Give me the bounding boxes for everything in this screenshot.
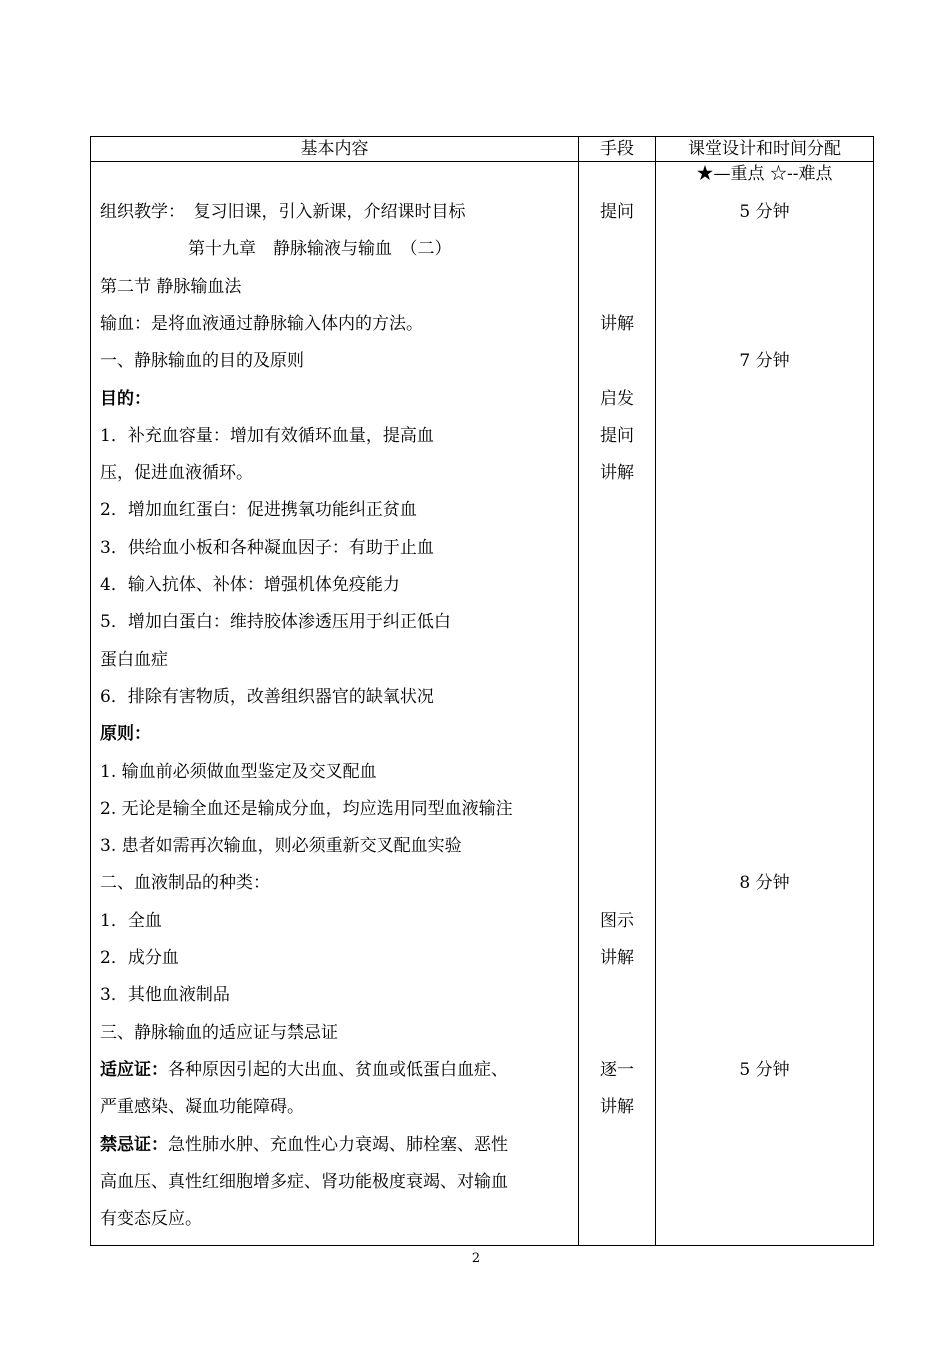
method-label: 讲解 (600, 1097, 634, 1118)
content-line: 3. 患者如需再次输血，则必须重新交叉配血实验 (100, 836, 462, 857)
page-number: 2 (471, 1251, 481, 1266)
content-line: 3．供给血小板和各种凝血因子：有助于止血 (100, 537, 434, 558)
content-cell (91, 162, 579, 1246)
content-line: 组织教学： 复习旧课，引入新课，介绍课时目标 (100, 202, 466, 222)
content-line: 3．其他血液制品 (100, 985, 230, 1006)
content-line: 蛋白血症 (100, 649, 168, 670)
method-label: 讲解 (600, 313, 634, 334)
content-line: 4．输入抗体、补体：增强机体免疫能力 (100, 575, 400, 595)
content-label: 禁忌证： (100, 1134, 168, 1155)
method-label: 讲解 (600, 948, 634, 968)
content-line: 输血：是将血液通过静脉输入体内的方法。 (100, 313, 423, 334)
content-line: 1．全血 (100, 910, 162, 931)
content-line: 5．增加白蛋白：维持胶体渗透压用于纠正低白 (100, 612, 451, 633)
content-line: 一、静脉输血的目的及原则 (100, 351, 304, 372)
content-line: 2. 无论是输全血还是输成分血，均应选用同型血液输注 (100, 798, 513, 819)
time-allocation: 5 分钟 (739, 202, 790, 222)
table-header-row (91, 137, 874, 162)
time-allocation: 7 分钟 (739, 351, 790, 372)
content-line: 2．成分血 (100, 948, 179, 968)
content-line: 二、血液制品的种类： (100, 873, 270, 894)
content-line: 有变态反应。 (100, 1209, 202, 1230)
content-line: 1. 输血前必须做血型鉴定及交叉配血 (100, 761, 377, 782)
content-line: 适应证：各种原因引起的大出血、贫血或低蛋白血症、 (100, 1059, 508, 1080)
content-line: 禁忌证：急性肺水肿、充血性心力衰竭、肺栓塞、恶性 (100, 1134, 508, 1155)
content-line: 原则： (100, 724, 151, 745)
content-line: 目的： (100, 388, 151, 409)
header-design: 课堂设计和时间分配 (656, 137, 874, 162)
time-allocation: 8 分钟 (739, 873, 790, 894)
content-line: 压，促进血液循环。 (100, 463, 253, 484)
content-line: 严重感染、凝血功能障碍。 (100, 1097, 304, 1118)
method-label: 讲解 (600, 463, 634, 484)
method-label: 启发 (600, 388, 634, 409)
legend-text: ★—重点 ☆--难点 (696, 164, 833, 184)
content-line: 三、静脉输血的适应证与禁忌证 (100, 1022, 338, 1043)
method-label: 逐一 (600, 1059, 634, 1080)
method-cell (579, 162, 656, 1246)
method-label: 图示 (600, 910, 634, 931)
content-label: 适应证： (100, 1059, 168, 1080)
header-method: 手段 (579, 137, 656, 162)
method-label: 提问 (600, 425, 634, 446)
content-line: 第二节 静脉输血法 (100, 276, 242, 297)
content-line: 1．补充血容量：增加有效循环血量，提高血 (100, 425, 434, 446)
content-line: 高血压、真性红细胞增多症、肾功能极度衰竭、对输血 (100, 1171, 508, 1192)
time-allocation: 5 分钟 (739, 1059, 790, 1080)
design-cell (656, 162, 874, 1246)
lesson-plan-table (90, 136, 874, 1246)
content-line: 第十九章 静脉输液与输血 （二） (188, 239, 452, 260)
table-body-row (91, 162, 874, 1246)
header-content: 基本内容 (91, 137, 579, 162)
content-line: 6．排除有害物质，改善组织器官的缺氧状况 (100, 686, 434, 707)
content-line: 2．增加血红蛋白：促进携氧功能纠正贫血 (100, 500, 417, 521)
method-label: 提问 (600, 202, 634, 222)
